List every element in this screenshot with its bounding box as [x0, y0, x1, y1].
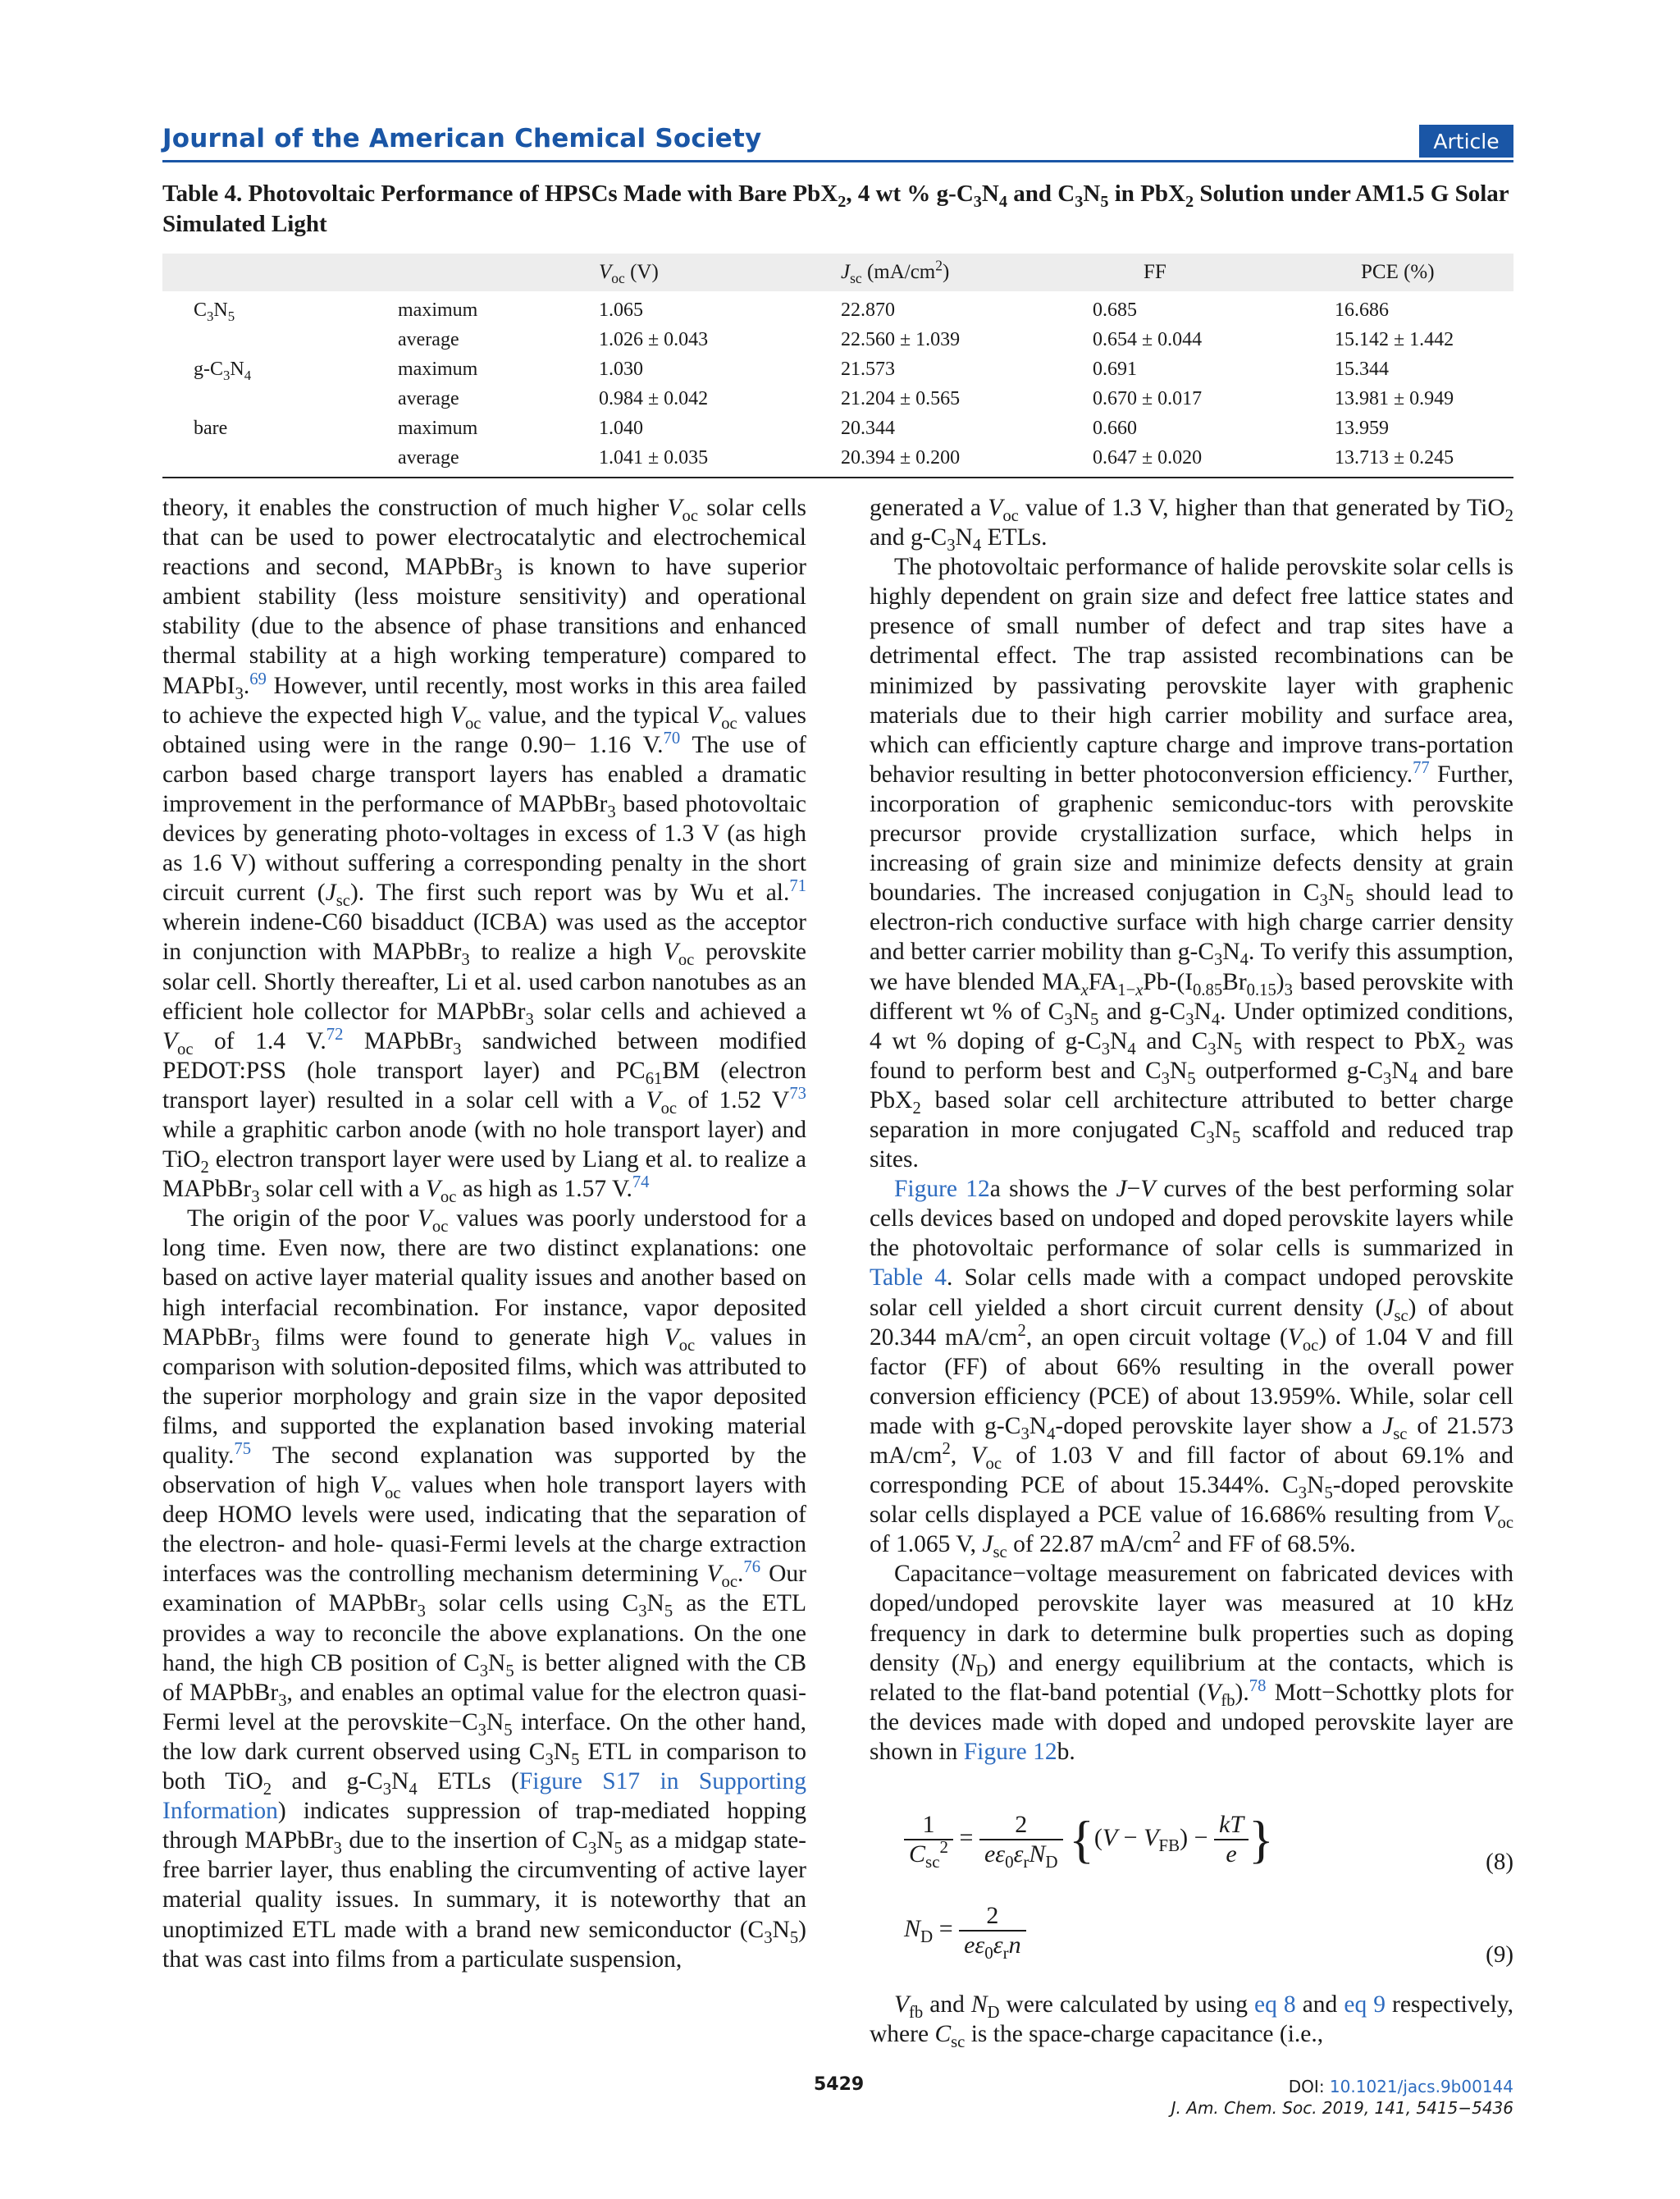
cell-voc: 1.041 ± 0.035 — [599, 447, 709, 469]
table-row — [162, 385, 1513, 414]
cell-voc: 1.026 ± 0.043 — [599, 329, 709, 350]
table-bottom-rule — [162, 477, 1513, 478]
cell-pce: 13.959 — [1335, 418, 1389, 439]
cell-kind: average — [398, 447, 459, 469]
footer-citation: DOI: 10.1021/jacs.9b00144 J. Am. Chem. Soc. 2019, 141, 5415−5436 — [1171, 2077, 1513, 2118]
cell-ff: 0.685 — [1093, 299, 1137, 321]
table-row — [162, 326, 1513, 355]
cell-pce: 16.686 — [1335, 299, 1389, 321]
table-row — [162, 444, 1513, 473]
cell-kind: maximum — [398, 418, 478, 439]
performance-table — [162, 254, 1513, 478]
article-badge: Article — [1419, 125, 1513, 158]
cell-kind: maximum — [398, 359, 478, 380]
table-row — [162, 296, 1513, 326]
cell-jsc: 21.573 — [841, 359, 895, 380]
col-pce: PCE (%) — [1361, 261, 1435, 283]
cell-material: $C_3N_5$ — [194, 299, 235, 324]
cell-ff: 0.670 ± 0.017 — [1093, 388, 1203, 409]
table-header — [162, 254, 1513, 291]
cell-kind: maximum — [398, 299, 478, 321]
col-voc: $V_{oc}$ (V) — [599, 261, 659, 286]
table-row — [162, 355, 1513, 385]
right-column: generated a $V_{oc}$ value of 1.3 V, higher than that generated by TiO$_2$ and $g-C_3N_4$ ETLs. The photovoltaic performance of halide perovskite solar cells is highly dependent on grain size and defect free lattice states and presence of small number of defect and trap sites have a detrimental effect. The trap assisted recombinations can be minimized by passivating perovskite layer with graphenic materials due to their high carrier mobility and surface area, which can efficiently capture charge and improve trans-portation behavior resulting in better photoconversion efficiency.$^{77}$ Further, incorporation of graphenic semiconduc-tors with perovskite precursor provide crystallization surface, which helps in increasing of grain size and minimize defects density at grain boundaries. The increased conjugation in $C_3N_5$ should lead to electron-rich conductive surface with high charge carrier density and better carrier mobility than $g-C_3N_4$. To verify this assumption, we have blended $MA_xFA_{1-x}Pb-(I_{0.85}Br_{0.15})_3$ based perovskite with different wt % of $C_3N_5$ and $g-C_3N_4$. Under optimized conditions, 4 wt % doping of $g-C_3N_4$ and $C_3N_5$ with respect to PbX$_2$ was found to perform best and $C_3N_5$ outperformed $g-C_3N_4$ and bare PbX$_2$ based solar cell architecture attributed to better charge separation in more conjugated $C_3N_5$ scaffold and reduced trap sites. Figure 12a shows the J−V curves of the best performing solar cells devices based on undoped and doped perovskite layers while the photovoltaic performance of solar cells is summarized in Table 4. Solar cells made with a compact undoped perovskite solar cell yielded a short circuit current density $(J_{sc})$ of about 20.344 $mA/cm^2$, an open circuit voltage $(V_{oc})$ of 1.04 V and fill factor (FF) of about 66% resulting in the overall power conversion efficiency (PCE) of about 13.959%. While, solar cell made with $g-C_3N_4$-doped perovskite layer show a $J_{sc}$ of 21.573 $mA/cm^2$, $V_{oc}$ of 1.03 V and fill factor of about 69.1% and corresponding PCE of about 15.344%. $C_3N_5$-doped perovskite solar cells displayed a PCE value of 16.686% resulting from $V_{oc}$ of 1.065 V, $J_{sc}$ of 22.87 $mA/cm^2$ and FF of 68.5%. Capacitance−voltage measurement on fabricated devices with doped/undoped perovskite layer was measured at 10 kHz frequency in dark to determine bulk properties such as doping density $(N_D)$ and energy equilibrium at the contacts, which is related to the flat-band potential $(V_{fb}).^{78}$ Mott−Schottky plots for the devices made with doped and undoped perovskite layer are shown in Figure 12b. — [870, 495, 1514, 1765]
cell-pce: 13.981 ± 0.949 — [1335, 388, 1454, 409]
cell-ff: 0.647 ± 0.020 — [1093, 447, 1203, 469]
page-number: 5429 — [814, 2074, 865, 2095]
equation-9: $N_D$ = $\frac{2}{e\varepsilon_0\varepsilon_rn}$ (9) — [904, 1902, 1513, 1968]
col-jsc: $J_{sc}$ $(mA/cm^2)$ — [841, 257, 950, 286]
journal-title: Journal of the American Chemical Society — [162, 124, 762, 153]
cell-jsc: 22.560 ± 1.039 — [841, 329, 961, 350]
cell-jsc: 22.870 — [841, 299, 895, 321]
cell-pce: 13.713 ± 0.245 — [1335, 447, 1454, 469]
cell-kind: average — [398, 388, 459, 409]
table-caption: Table 4. Photovoltaic Performance of HPSCs Made with Bare PbX$_2$, 4 wt % $g-C_3N_4$ and $C_3N_5$ in PbX$_2$ Solution under AM1.5 G Solar Simulated Light — [162, 181, 1509, 237]
left-column: theory, it enables the construction of much higher $V_{oc}$ solar cells that can be used to power electrocatalytic and electrochemical reactions and second, MAPbBr$_3$ is known to have superior ambient stability (less moisture sensitivity) and operational stability (due to the absence of phase transitions and enhanced thermal stability at a high working temperature) compared to MAPbI$_3$.$^{69}$ However, until recently, most works in this area failed to achieve the expected high $V_{oc}$ value, and the typical $V_{oc}$ values obtained using were in the range 0.90− 1.16 V.$^{70}$ The use of carbon based charge transport layers has enabled a dramatic improvement in the performance of MAPbBr$_3$ based photovoltaic devices by generating photo-voltages in excess of 1.3 V (as high as 1.6 V) without suffering a corresponding penalty in the short circuit current $(J_{sc})$. The first such report was by Wu et al.$^{71}$ wherein indene-C60 bisadduct (ICBA) was used as the acceptor in conjunction with MAPbBr$_3$ to realize a high $V_{oc}$ perovskite solar cell. Shortly thereafter, Li et al. used carbon nanotubes as an efficient hole collector for MAPbBr$_3$ solar cells and achieved a $V_{oc}$ of 1.4 V.$^{72}$ MAPbBr$_3$ sandwiched between modified PEDOT:PSS (hole transport layer) and $PC_{61}BM$ (electron transport layer) resulted in a solar cell with a $V_{oc}$ of 1.52 V$^{73}$ while a graphitic carbon anode (with no hole transport layer) and TiO$_2$ electron transport layer were used by Liang et al. to realize a MAPbBr$_3$ solar cell with a $V_{oc}$ as high as 1.57 V.$^{74}$ The origin of the poor $V_{oc}$ values was poorly understood for a long time. Even now, there are two distinct explanations: one based on active layer material quality issues and another based on high interfacial recombination. For instance, vapor deposited MAPbBr$_3$ films were found to generate high $V_{oc}$ values in comparison with solution-deposited films, which was attributed to the superior morphology and grain size in the vapor deposited films, and supported the explanation based invoking material quality.$^{75}$ The second explanation was supported by the observation of high $V_{oc}$ values when hole transport layers with deep HOMO levels were used, indicating that the separation of the electron- and hole- quasi-Fermi levels at the charge extraction interfaces was the controlling mechanism determining $V_{oc}.^{76}$ Our examination of MAPbBr$_3$ solar cells using $C_3N_5$ as the ETL provides a way to reconcile the above explanations. On the one hand, the high CB position of $C_3N_5$ is better aligned with the CB of MAPbBr$_3$, and enables an optimal value for the electron quasi-Fermi level at the $perovskite-C_3N_5$ interface. On the other hand, the low dark current observed using $C_3N_5$ ETL in comparison to both TiO$_2$ and $g-C_3N_4$ ETLs (Figure S17 in Supporting Information) indicates suppression of trap-mediated hopping through MAPbBr$_3$ due to the insertion of $C_3N_5$ as a midgap state-free barrier layer, thus enabling the circumventing of active layer material quality issues. In summary, it is noteworthy that an unoptimized ETL made with a brand new semiconductor $(C_3N_5)$ that was cast into films from a particulate suspension, — [162, 495, 807, 1973]
cell-ff: 0.691 — [1093, 359, 1137, 380]
cell-jsc: 20.344 — [841, 418, 895, 439]
cell-voc: 1.040 — [599, 418, 643, 439]
cell-kind: average — [398, 329, 459, 350]
cell-voc: 0.984 ± 0.042 — [599, 388, 709, 409]
table-row — [162, 414, 1513, 444]
table-body — [162, 291, 1513, 473]
right-column-tail: $V_{fb}$ and $N_D$ were calculated by using eq 8 and eq 9 respectively, where $C_{sc}$ is the space-charge capacitance (i.e., — [870, 1991, 1514, 2051]
col-ff: FF — [1144, 261, 1166, 283]
doi-link[interactable]: 10.1021/jacs.9b00144 — [1329, 2077, 1513, 2096]
cell-pce: 15.142 ± 1.442 — [1335, 329, 1454, 350]
equation-8: $\frac{1}{C_{sc}^2}$ = $\frac{2}{e\varepsilon_0\varepsilon_rN_D}$ {$(V - V_{FB})$ − $\frac{kT}{e}$ } (8) — [870, 1809, 1513, 1870]
header-rule — [162, 160, 1513, 162]
cell-material: $g-C_3N_4$ — [194, 359, 252, 383]
cell-ff: 0.654 ± 0.044 — [1093, 329, 1203, 350]
cell-voc: 1.065 — [599, 299, 643, 321]
cell-jsc: 20.394 ± 0.200 — [841, 447, 961, 469]
cell-material: bare — [194, 418, 228, 439]
cell-ff: 0.660 — [1093, 418, 1137, 439]
cell-pce: 15.344 — [1335, 359, 1389, 380]
cell-voc: 1.030 — [599, 359, 643, 380]
cell-jsc: 21.204 ± 0.565 — [841, 388, 961, 409]
